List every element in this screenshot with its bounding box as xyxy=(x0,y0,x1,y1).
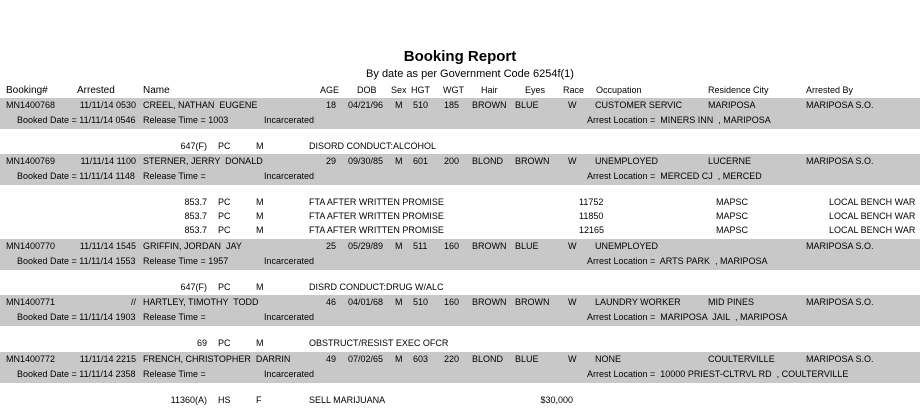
charge-code: 853.7 xyxy=(184,225,207,235)
eye-color: BROWN xyxy=(515,297,550,307)
arrest-location: Arrest Location = ARTS PARK , MARIPOSA xyxy=(587,256,768,266)
dob: 05/29/89 xyxy=(348,241,384,251)
col-arrested-by: Arrested By xyxy=(806,85,854,95)
col-hgt: HGT xyxy=(411,85,430,95)
race: W xyxy=(568,241,577,251)
occupation: CUSTOMER SERVIC xyxy=(595,100,683,110)
arrest-location: Arrest Location = 10000 PRIEST-CLTRVL RD , COULTERVILLE xyxy=(587,369,849,379)
col-residence-city: Residence City xyxy=(708,85,769,95)
age: 18 xyxy=(325,100,336,110)
charge-level: M xyxy=(256,141,264,151)
arrest-location: Arrest Location = MERCED CJ , MERCED xyxy=(587,171,762,181)
booking-number: MN1400768 xyxy=(6,100,56,110)
release-time: Release Time = xyxy=(143,312,206,322)
charge-type: PC xyxy=(218,282,231,292)
charge-description: OBSTRUCT/RESIST EXEC OFCR xyxy=(309,338,449,348)
charge-code: 11360(A) xyxy=(170,395,207,405)
custody-status: Incarcerated xyxy=(264,256,315,266)
height: 511 xyxy=(413,241,428,251)
col-sex: Sex xyxy=(391,85,407,95)
arrested-by: MARIPOSA S.O. xyxy=(806,241,874,251)
charge-description: FTA AFTER WRITTEN PROMISE xyxy=(309,225,444,235)
warrant-number: 11752 xyxy=(579,197,604,207)
eye-color: BROWN xyxy=(515,156,550,166)
age: 46 xyxy=(325,297,336,307)
report-title: Booking Report xyxy=(403,48,517,65)
custody-status: Incarcerated xyxy=(264,171,315,181)
age: 29 xyxy=(325,156,336,166)
release-time: Release Time = 1003 xyxy=(143,115,229,125)
booking-number: MN1400769 xyxy=(6,156,56,166)
occupation: UNEMPLOYED xyxy=(595,241,659,251)
release-time: Release Time = xyxy=(143,369,206,379)
hair-color: BLOND xyxy=(472,156,504,166)
sex: M xyxy=(395,100,403,110)
charge-code: 647(F) xyxy=(180,282,207,292)
custody-status: Incarcerated xyxy=(264,312,315,322)
height: 601 xyxy=(413,156,429,166)
arrested-by: MARIPOSA S.O. xyxy=(806,297,874,307)
age: 49 xyxy=(325,354,336,364)
person-name: HARTLEY, TIMOTHY TODD xyxy=(143,297,259,307)
court: MAPSC xyxy=(716,225,749,235)
weight: 220 xyxy=(444,354,460,364)
booked-date: Booked Date = 11/11/14 1553 xyxy=(17,256,136,266)
arrested-by: MARIPOSA S.O. xyxy=(806,156,874,166)
arrest-location: Arrest Location = MARIPOSA JAIL , MARIPOSA xyxy=(587,312,788,322)
charge-level: M xyxy=(256,197,264,207)
charge-level: F xyxy=(256,395,262,405)
sex: M xyxy=(395,156,403,166)
charge-code: 647(F) xyxy=(180,141,207,151)
warrant-type: LOCAL BENCH WAR xyxy=(829,225,916,235)
dob: 09/30/85 xyxy=(348,156,384,166)
col-hair: Hair xyxy=(481,85,498,95)
col-age: AGE xyxy=(320,85,340,95)
charge-description: SELL MARIJUANA xyxy=(309,395,386,405)
arrested-datetime: 11/11/14 2215 xyxy=(79,354,136,364)
record-detail-row xyxy=(0,169,920,185)
person-name: GRIFFIN, JORDAN JAY xyxy=(143,241,242,251)
col-wgt: WGT xyxy=(443,85,464,95)
arrested-datetime: 11/11/14 1100 xyxy=(80,156,136,166)
sex: M xyxy=(395,354,403,364)
sex: M xyxy=(395,297,403,307)
weight: 160 xyxy=(444,297,460,307)
col-name: Name xyxy=(143,85,170,96)
charge-type: PC xyxy=(218,197,231,207)
booking-number: MN1400770 xyxy=(6,241,56,251)
charge-type: PC xyxy=(218,211,231,221)
charge-description: DISORD CONDUCT:ALCOHOL xyxy=(309,141,437,151)
warrant-type: LOCAL BENCH WAR xyxy=(829,197,916,207)
col-eyes: Eyes xyxy=(525,85,546,95)
record-detail-row xyxy=(0,254,920,270)
race: W xyxy=(568,297,577,307)
col-dob: DOB xyxy=(357,85,377,95)
eye-color: BLUE xyxy=(515,100,539,110)
col-race: Race xyxy=(563,85,585,95)
residence-city: MID PINES xyxy=(708,297,755,307)
arrested-datetime: 11/11/14 1545 xyxy=(79,241,136,251)
custody-status: Incarcerated xyxy=(264,115,315,125)
col-occupation: Occupation xyxy=(596,85,642,95)
weight: 160 xyxy=(444,241,460,251)
court: MAPSC xyxy=(716,211,749,221)
height: 510 xyxy=(413,100,429,110)
arrested-datetime: // xyxy=(130,297,136,307)
hair-color: BROWN xyxy=(472,297,507,307)
col-arrested: Arrested xyxy=(77,85,115,96)
charge-description: FTA AFTER WRITTEN PROMISE xyxy=(309,197,444,207)
charge-description: FTA AFTER WRITTEN PROMISE xyxy=(309,211,444,221)
booked-date: Booked Date = 11/11/14 1903 xyxy=(17,312,136,322)
col-booking: Booking# xyxy=(6,85,48,96)
court: MAPSC xyxy=(716,197,749,207)
record-detail-row xyxy=(0,113,920,129)
bail-amount: $30,000 xyxy=(540,395,573,405)
dob: 07/02/65 xyxy=(348,354,384,364)
record-main-row xyxy=(0,295,920,311)
booked-date: Booked Date = 11/11/14 1148 xyxy=(17,171,135,181)
charge-description: DISRD CONDUCT:DRUG W/ALC xyxy=(309,282,444,292)
person-name: STERNER, JERRY DONALD xyxy=(143,156,263,166)
charge-type: PC xyxy=(218,141,231,151)
charge-type: PC xyxy=(218,225,231,235)
dob: 04/01/68 xyxy=(348,297,384,307)
person-name: FRENCH, CHRISTOPHER DARRIN xyxy=(143,354,291,364)
warrant-number: 11850 xyxy=(579,211,604,221)
booked-date: Booked Date = 11/11/14 0546 xyxy=(17,115,136,125)
charge-level: M xyxy=(256,338,264,348)
custody-status: Incarcerated xyxy=(264,369,315,379)
record-main-row xyxy=(0,239,920,255)
booking-number: MN1400772 xyxy=(6,354,56,364)
charge-level: M xyxy=(256,282,264,292)
residence-city: COULTERVILLE xyxy=(708,354,775,364)
booking-number: MN1400771 xyxy=(6,297,56,307)
residence-city: LUCERNE xyxy=(708,156,752,166)
record-main-row xyxy=(0,352,920,368)
booked-date: Booked Date = 11/11/14 2358 xyxy=(17,369,136,379)
report-subtitle: By date as per Government Code 6254f(1) xyxy=(366,68,574,80)
hair-color: BROWN xyxy=(472,241,507,251)
race: W xyxy=(568,354,577,364)
hair-color: BLOND xyxy=(472,354,504,364)
arrested-by: MARIPOSA S.O. xyxy=(806,354,874,364)
eye-color: BLUE xyxy=(515,241,539,251)
arrested-by: MARIPOSA S.O. xyxy=(806,100,874,110)
arrested-datetime: 11/11/14 0530 xyxy=(79,100,136,110)
charge-code: 853.7 xyxy=(184,197,207,207)
charge-type: PC xyxy=(218,338,231,348)
warrant-type: LOCAL BENCH WAR xyxy=(829,211,916,221)
charge-type: HS xyxy=(218,395,231,405)
charge-code: 853.7 xyxy=(184,211,207,221)
person-name: CREEL, NATHAN EUGENE xyxy=(143,100,258,110)
occupation: NONE xyxy=(595,354,622,364)
arrest-location: Arrest Location = MINERS INN , MARIPOSA xyxy=(587,115,771,125)
height: 510 xyxy=(413,297,429,307)
weight: 200 xyxy=(444,156,460,166)
charge-level: M xyxy=(256,225,264,235)
charge-level: M xyxy=(256,211,264,221)
record-main-row xyxy=(0,154,920,170)
occupation: LAUNDRY WORKER xyxy=(595,297,681,307)
race: W xyxy=(568,100,577,110)
release-time: Release Time = 1957 xyxy=(143,256,229,266)
sex: M xyxy=(395,241,403,251)
height: 603 xyxy=(413,354,429,364)
charge-code: 69 xyxy=(196,338,207,348)
dob: 04/21/96 xyxy=(348,100,384,110)
residence-city: MARIPOSA xyxy=(708,100,756,110)
age: 25 xyxy=(325,241,336,251)
record-main-row xyxy=(0,98,920,114)
weight: 185 xyxy=(444,100,460,110)
hair-color: BROWN xyxy=(472,100,507,110)
warrant-number: 12165 xyxy=(579,225,605,235)
eye-color: BLUE xyxy=(515,354,539,364)
occupation: UNEMPLOYED xyxy=(595,156,659,166)
release-time: Release Time = xyxy=(143,171,206,181)
race: W xyxy=(568,156,577,166)
